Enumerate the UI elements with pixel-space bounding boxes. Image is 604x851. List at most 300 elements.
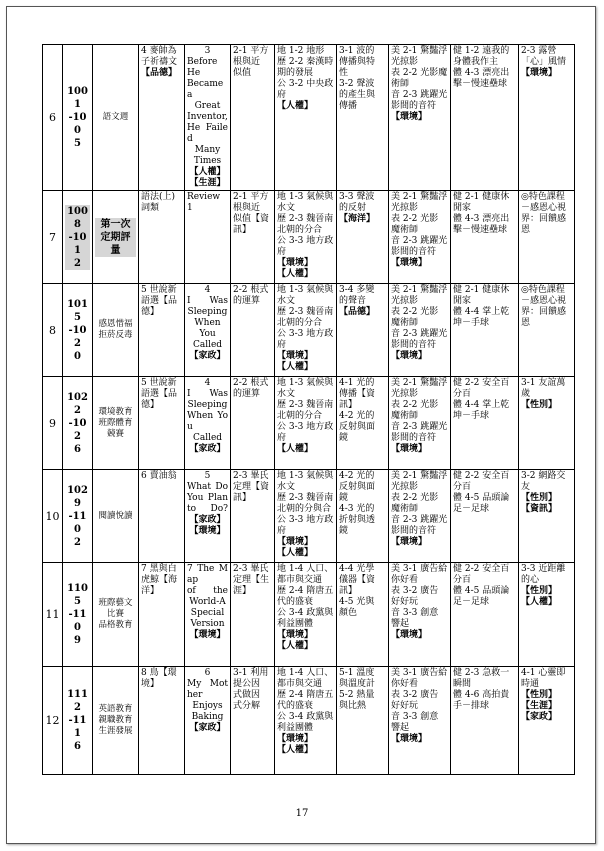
cell-line: 4-4 光學 [339,564,375,574]
event-line: 英語教育 [98,704,133,714]
cell-line: 折射與透 [339,515,376,525]
cell-line: 好好玩 [391,701,419,711]
cell-line: 代的盛衰 [277,597,314,607]
cell-line: 顏色 [339,608,358,618]
cell-line: 光掠影 [391,389,419,399]
cell-line: 魔術師 [391,411,419,421]
arts-lesson-cell [389,563,451,667]
arts-lesson-cell [389,284,451,377]
event-line: 語文週 [102,112,129,122]
cell-line: 反射與面 [339,482,376,492]
week-date-line: 1015 [67,298,88,323]
cell-line: 期的發展 [277,68,314,78]
health-pe-cell [451,377,519,470]
school-event-cell [93,563,139,667]
cell-line: to Do? [187,504,228,514]
cell-line: 鏡 [339,526,349,536]
week-date-line: 5 [74,138,81,149]
cell-line: 府 [277,340,287,350]
event-line: 感恩惜福 [98,319,133,329]
cell-line: 4-3 光的 [339,504,375,514]
cell-line: 好好玩 [391,597,419,607]
week-date-line: -102 [68,324,87,349]
cell-line: 4-1 光的 [339,378,375,388]
math-lesson-cell [231,45,275,191]
cell-line: 公 3-2 中央政 [277,79,334,89]
integrated-activity-cell [519,45,575,191]
cell-line: 都市與交通 [277,575,323,585]
cell-line: 【性別】 [521,586,558,596]
cell-line: Version [190,619,225,629]
english-lesson-cell [185,563,231,667]
cell-line: 健 2-1 健康休 [453,285,510,295]
school-event-cell [93,470,139,563]
week-dates-cell [63,470,93,563]
cell-line: 德】 [141,400,160,410]
cell-line: 美 2-1 驚豔浮 [391,46,448,56]
cell-line: 【人權】 [277,745,314,755]
science-lesson-cell [337,470,389,563]
cell-line: 健 2-2 安全百 [453,471,510,481]
cell-line: 【環境】 [277,734,314,744]
cell-line: 境】 [141,679,160,689]
week-date-line: -110 [68,609,87,633]
cell-line: 【人權】 [277,362,314,372]
cell-line: 【家政】 [189,444,226,454]
cell-line: 影間的音符 [391,340,437,350]
cell-line: ◎特色課程 [521,285,565,295]
science-lesson-cell [337,563,389,667]
cell-line: 的反射 [339,203,367,213]
cell-line: 表 2-2 光影 [391,400,439,410]
social-studies-cell [275,667,337,775]
cell-line: 閒家 [453,203,472,213]
cell-line: 提公因 [233,679,261,689]
cell-line: 你好看 [391,679,419,689]
cell-line: 定理【資 [233,482,270,492]
cell-line: 都市與交通 [277,679,323,689]
cell-line: －感恩心視 [521,296,567,306]
cell-line: 影間的音符 [391,433,437,443]
cell-line: 2-3 露營 [521,46,557,56]
cell-line: 歲 [521,389,531,399]
row-number: 6 [43,45,63,191]
event-line: 親職教育 [98,715,133,725]
cell-line: When [194,318,221,328]
cell-line: 根與近 [233,57,261,67]
arts-lesson-cell [389,191,451,284]
cell-line: 地 1-3 氣候與 [277,471,334,481]
chinese-lesson-cell [139,470,185,563]
event-line: 班際藝文 [98,598,133,608]
health-pe-cell [451,470,519,563]
science-lesson-cell [337,284,389,377]
cell-line: 公 3-4 政黨與 [277,712,334,722]
cell-line: 2-1 平方 [233,46,269,56]
teaching-schedule-table [42,44,575,775]
cell-line: 的運算 [233,296,261,306]
cell-line: 【家政】 [189,723,226,733]
cell-line: 定理【生 [233,575,270,585]
cell-line: 3 [204,46,211,56]
science-lesson-cell [337,191,389,284]
week-date-line: 1008 [65,205,90,231]
cell-line: 訊】 [339,586,358,596]
cell-line: 【環境】 [391,112,428,122]
cell-line: 體 4-4 掌上乾 [453,307,510,317]
cell-line: 【環境】 [391,734,428,744]
cell-line: 府 [277,247,287,257]
school-event-cell [93,284,139,377]
cell-line: 【環境】 [277,537,314,547]
social-studies-cell [275,563,337,667]
health-pe-cell [451,563,519,667]
cell-line: 影間的音符 [391,101,437,111]
cell-line: 美 2-1 驚豔浮 [391,378,448,388]
cell-line: 美 2-1 驚豔浮 [391,285,448,295]
cell-line: 語選【品 [141,296,178,306]
event-line: 定期評 [95,231,136,244]
english-lesson-cell [185,377,231,470]
cell-line: He Failed [187,123,228,144]
cell-line: 3-2 聲波 [339,79,375,89]
social-studies-cell [275,470,337,563]
cell-line: 3-4 多變 [339,285,375,295]
cell-line: 3-2 網路交 [521,471,566,481]
event-line: 競賽 [106,428,124,439]
schedule-row [43,667,575,775]
week-date-line: 1001 [67,86,88,110]
cell-line: 【環境】 [391,351,428,361]
cell-line: 【家政】 [521,712,558,722]
week-dates-cell [63,284,93,377]
cell-line: World-A [189,597,226,607]
cell-line: 健 2-3 急救一 [453,668,510,678]
cell-line: 音 2-3 跳躍光 [391,90,448,100]
school-event-cell [93,377,139,470]
cell-line: 歷 2-3 魏晉南 [277,307,334,317]
math-lesson-cell [231,470,275,563]
social-studies-cell [275,45,337,191]
cell-line: 4-1 心靈即 [521,668,566,678]
cell-line: 北朝的分與合 [277,504,332,514]
cell-line: 閒家 [453,296,472,306]
health-pe-cell [451,667,519,775]
cell-line: 手－排球 [453,701,490,711]
cell-line: 利益團體 [277,619,314,629]
week-dates-cell [63,667,93,775]
cell-line: －感恩心視 [521,203,567,213]
cell-line: 3-1 波的 [339,46,375,56]
cell-line: 分百 [453,482,472,492]
cell-line: 7 The Map [187,564,228,585]
cell-line: 4-2 光的 [339,411,375,421]
cell-line: Inventor, [187,112,228,122]
cell-line: 音 2-3 跳躍光 [391,236,448,246]
cell-line: 公 3-3 地方政 [277,515,334,525]
cell-line: 光掠影 [391,296,419,306]
schedule-row [43,284,575,377]
school-event-cell [93,45,139,191]
week-dates-cell [63,191,93,284]
cell-line: 4 [204,285,211,295]
cell-line: 【環境】 [391,258,428,268]
cell-line: 公 3-3 地方政 [277,329,334,339]
cell-line: 歷 2-2 秦漢時 [277,57,334,67]
cell-line: 【品德】 [339,307,376,317]
cell-line: 水文 [277,389,296,399]
cell-line: I Was [187,389,228,399]
cell-line: Sleeping [187,307,228,317]
row-number: 7 [43,191,63,284]
cell-line: 4-5 光與 [339,597,375,607]
cell-line: 表 3-2 廣告 [391,586,439,596]
cell-line: 響起 [391,723,410,733]
health-pe-cell [451,284,519,377]
cell-line: 2-3 畢氏 [233,471,269,481]
schedule-row [43,377,575,470]
cell-line: 3-1 利用 [233,668,269,678]
cell-line: 光掠影 [391,482,419,492]
health-pe-cell [451,191,519,284]
cell-line: I Was [187,296,228,306]
cell-line: 【人權】 [277,444,314,454]
school-event-cell [93,191,139,284]
cell-line: 恩 [521,318,531,328]
week-date-line: 6 [74,443,81,455]
cell-line: 儀器【資 [339,575,376,585]
cell-line: 【人權】 [277,548,314,558]
cell-line: Review 1 [187,192,221,213]
cell-line: You Plan [187,493,228,503]
cell-line: 魔術師 [391,318,419,328]
cell-line: 足－足球 [453,597,490,607]
cell-line: 健 1-2 遠我的 [453,46,510,56]
cell-line: 7 黑與白 [141,564,177,574]
cell-line: 歷 2-3 魏晉南 [277,493,334,503]
chinese-lesson-cell [139,667,185,775]
cell-line: 音 3-3 創意 [391,712,439,722]
cell-line: 3-3 聲波 [339,192,375,202]
cell-line: 【環境】 [391,537,428,547]
cell-line: 擊－慢速壘球 [453,79,508,89]
cell-line: 傳播 [339,101,358,111]
cell-line: 影間的音符 [391,247,437,257]
cell-line: 歷 2-3 魏晉南 [277,214,334,224]
cell-line: 訊】 [233,225,252,235]
week-date-line: 1112 [67,689,88,713]
event-line: 閱讀悅讀 [98,510,133,521]
cell-line: 公 3-3 地方政 [277,236,334,246]
cell-line: 【人權】 [277,269,314,279]
cell-line: 似值【資 [233,214,270,224]
cell-line: 足－足球 [453,504,490,514]
cell-line: 與比熱 [339,701,367,711]
cell-line: When You [187,411,228,432]
cell-line: 【海洋】 [339,214,376,224]
schedule-row [43,563,575,667]
cell-line: 【環境】 [391,444,428,454]
event-line: 環境教育 [98,406,133,417]
cell-line: 響起 [391,619,410,629]
cell-line: 「心」風情 [521,57,567,67]
cell-line: 2-2 根式 [233,378,269,388]
english-lesson-cell [185,470,231,563]
cell-line: 音 2-3 跳躍光 [391,515,448,525]
cell-line: 6 [204,668,211,678]
english-lesson-cell [185,191,231,284]
cell-line: 2-1 平方 [233,192,269,202]
cell-line: 語選【品 [141,389,178,399]
event-line: 比賽 [106,609,124,619]
cell-line: 健 2-2 安全百 [453,564,510,574]
cell-line: Great [194,101,221,111]
cell-line: 健 2-1 健康休 [453,192,510,202]
cell-line: 子祈禱文 [141,57,178,67]
chinese-lesson-cell [139,284,185,377]
cell-line: 體 4-5 品頭論 [453,493,510,503]
cell-line: 美 2-1 驚豔浮 [391,471,448,481]
cell-line: 【環境】 [189,526,226,536]
cell-line: My Mother [187,679,228,700]
integrated-activity-cell [519,191,575,284]
cell-line: 5 [204,471,211,481]
cell-line: 【生涯】 [189,178,226,188]
event-line: 品格教育 [98,620,133,630]
english-lesson-cell [185,667,231,775]
row-number: 12 [43,667,63,775]
schedule-row [43,191,575,284]
cell-line: 【生涯】 [521,701,558,711]
cell-line: 友 [521,482,531,492]
cell-line: 府 [277,526,287,536]
cell-line: 6 賣油翁 [141,471,177,481]
cell-line: 2-2 根式 [233,285,269,295]
integrated-activity-cell [519,284,575,377]
cell-line: 似值 [233,68,252,78]
social-studies-cell [275,284,337,377]
science-lesson-cell [337,45,389,191]
cell-line: 的產生與 [339,90,376,100]
cell-line: 涯】 [233,586,252,596]
cell-line: 界：回饋感 [521,214,567,224]
cell-line: 語法(上) [141,192,176,202]
cell-line: 分百 [453,575,472,585]
cell-line: 北朝的分合 [277,411,323,421]
math-lesson-cell [231,377,275,470]
integrated-activity-cell [519,470,575,563]
cell-line: 美 3-1 廣告給 [391,668,448,678]
cell-line: 體 4-4 掌上乾 [453,400,510,410]
week-date-line: 6 [74,741,81,752]
cell-line: 美 3-1 廣告給 [391,564,448,574]
cell-line: 術師 [391,79,410,89]
cell-line: Sleeping [187,400,228,410]
cell-line: 北朝的分合 [277,225,323,235]
arts-lesson-cell [389,45,451,191]
week-date-line: 1029 [67,484,88,509]
math-lesson-cell [231,191,275,284]
chinese-lesson-cell [139,191,185,284]
integrated-activity-cell [519,377,575,470]
cell-line: 【人權】 [277,101,314,111]
cell-line: 府 [277,433,287,443]
cell-line: Enjoys [192,701,223,711]
week-date-line: 2 [65,257,90,270]
cell-line: 體 4-6 高拍貴 [453,690,510,700]
cell-line: 3-3 近距離 [521,564,566,574]
cell-line: 5-1 溫度 [339,668,375,678]
week-date-line: 1105 [67,583,88,607]
cell-line: 光掠影 [391,203,419,213]
week-date-line: -100 [68,112,87,136]
cell-line: Before He [187,57,218,78]
cell-line: 8 鳥【環 [141,668,177,678]
school-event-cell [93,667,139,775]
cell-line: 恩 [521,225,531,235]
cell-line: 代的盛衰 [277,701,314,711]
cell-line: 歷 2-4 隋唐五 [277,690,334,700]
cell-line: 【環境】 [391,630,428,640]
event-line: 拒菸反毒 [98,330,133,340]
cell-line: 【家政】 [189,515,226,525]
cell-line: 傳播與特 [339,57,376,67]
cell-line: 反射與面 [339,422,376,432]
cell-line: 體 4-5 品頭論 [453,586,510,596]
cell-line: 【性別】 [521,400,558,410]
cell-line: What Do [187,482,228,492]
cell-line: 美 2-1 驚豔浮 [391,192,448,202]
cell-line: Called [192,433,223,443]
cell-line: 根與近 [233,203,261,213]
cell-line: 健 2-2 安全百 [453,378,510,388]
cell-line: 地 1-2 地形 [277,46,325,56]
week-date-line: 1022 [67,391,88,416]
week-dates-cell [63,563,93,667]
cell-line: 音 3-3 創意 [391,608,439,618]
english-lesson-cell [185,284,231,377]
arts-lesson-cell [389,470,451,563]
cell-line: 鏡 [339,493,349,503]
schedule-row [43,45,575,191]
page-number: 17 [295,808,309,819]
cell-line: 的心 [521,575,540,585]
event-line: 量 [95,244,136,257]
cell-line: 水文 [277,482,296,492]
cell-line: Special [190,608,225,618]
cell-line: 你好看 [391,575,419,585]
cell-line: Baking [191,712,224,722]
cell-line: 【人權】 [521,597,558,607]
cell-line: 歷 2-4 隋唐五 [277,586,334,596]
cell-line: 【環境】 [521,68,558,78]
week-date-line: 9 [74,635,81,646]
cell-line: 影間的音符 [391,526,437,536]
cell-line: 魔術師 [391,504,419,514]
row-number: 10 [43,470,63,563]
arts-lesson-cell [389,377,451,470]
cell-line: 5 世說新 [141,285,177,295]
social-studies-cell [275,377,337,470]
week-dates-cell [63,45,93,191]
row-number: 9 [43,377,63,470]
cell-line: 性 [339,68,349,78]
cell-line: 傳播【資 [339,389,376,399]
cell-line: Became a [187,79,224,100]
cell-line: 德】 [141,307,160,317]
cell-line: 5-2 熱量 [339,690,375,700]
cell-line: 水文 [277,203,296,213]
